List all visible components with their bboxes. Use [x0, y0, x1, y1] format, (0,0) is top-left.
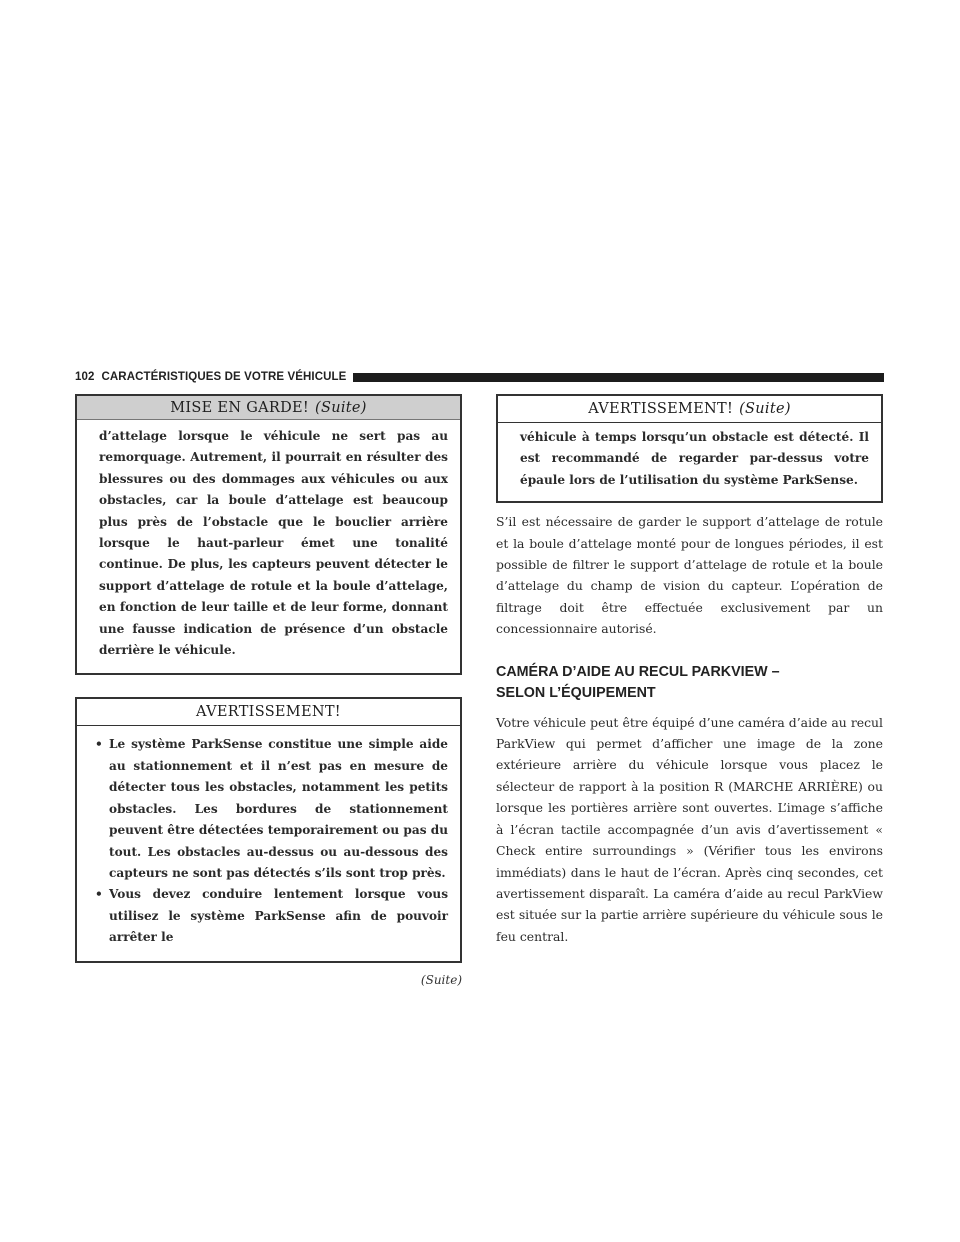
left-column	[75, 394, 462, 987]
bullet-icon: •	[95, 737, 103, 752]
right-column	[496, 394, 883, 947]
warning-list-item	[95, 884, 448, 948]
paragraph-parkview: Votre véhicule peut être équipé d’une caméra d’aide au recul ParkView qui permet d’afficher une image de la zone extérieure arrière du véhicule lorsque vous placez le sélecteur de rapport à la position R (MARCHE ARRIÈRE) ou lorsque les portières arrière sont ouvertes. L’image s’affiche à l’écran tactile accompagnée d’un avis d’avertissement « Check entire surroundings » (Vérifier tous les environs immédiats) dans le haut de l’écran. Après cinq secondes, cet avertissement disparaît. La caméra d’aide au recul ParkView est située sur la partie arrière supérieure du véhicule sous le feu central.	[496, 714, 883, 944]
section-title: CARACTÉRISTIQUES DE VOTRE VÉHICULE	[101, 371, 347, 383]
warning-continued-text: véhicule à temps lorsqu’un obstacle est détecté. Il est recommandé de regarder par-dessus votre épaule lors de l’utilisation du système ParkSense.	[520, 430, 869, 487]
warning-list-item	[95, 734, 448, 884]
continued-note: (Suite)	[420, 972, 462, 987]
warning-box	[75, 697, 462, 962]
warning-box-title: AVERTISSEMENT!	[77, 699, 460, 726]
warning-continued-box	[496, 394, 883, 503]
warning-continued-title-suffix: (Suite)	[739, 401, 791, 417]
warning-list	[95, 734, 448, 948]
header-rule	[353, 373, 884, 382]
warning-item-text: Vous devez conduire lentement lorsque vous utilisez le système ParkSense afin de pouvoir arrêter le	[109, 887, 448, 945]
bullet-icon: •	[95, 887, 103, 902]
caution-box	[75, 394, 462, 675]
warning-box-body	[77, 726, 460, 960]
section-heading-line-1: CAMÉRA D’AIDE AU RECUL PARKVIEW –	[496, 663, 780, 680]
paragraph-hitch-filter: S’il est nécessaire de garder le support d’attelage de rotule et la boule d’attelage monté pour de longues périodes, il est possible de filtrer le support d’attelage de rotule et la boule d’attelage du champ de vision du capteur. L’opération de filtrage doit être effectuée exclusivement par un concessionnaire autorisé.	[496, 514, 883, 637]
warning-item-text: Le système ParkSense constitue une simple aide au stationnement et il n’est pas en mesure de détecter tous les obstacles, notamment les petits obstacles. Les bordures de stationnement peuvent être détectées temporairement ou pas du tout. Les obstacles au-dessus ou au-dessous des capteurs ne sont pas détectés s’ils sont trop près.	[109, 737, 448, 880]
warning-continued-title-text: AVERTISSEMENT!	[588, 401, 734, 417]
page-header	[75, 368, 884, 386]
section-heading-line-2: SELON L’ÉQUIPEMENT	[496, 684, 656, 701]
caution-title-suffix: (Suite)	[315, 400, 367, 416]
caution-title-text: MISE EN GARDE!	[170, 400, 310, 416]
page-number: 102	[75, 371, 95, 383]
warning-continued-title	[498, 396, 881, 423]
caution-box-text: d’attelage lorsque le véhicule ne sert pas au remorquage. Autrement, il pourrait en résulter des blessures ou des dommages aux véhicules ou aux obstacles, car la boule d’attelage est beaucoup plus près de l’obstacle que le bouclier arrière lorsque le haut-parleur émet une tonalité continue. De plus, les capteurs peuvent détecter le support d’attelage de rotule et la boule d’attelage, en fonction de leur taille et de leur forme, donnant une fausse indication de présence d’un obstacle derrière le véhicule.	[99, 429, 448, 658]
caution-box-title	[77, 396, 460, 420]
